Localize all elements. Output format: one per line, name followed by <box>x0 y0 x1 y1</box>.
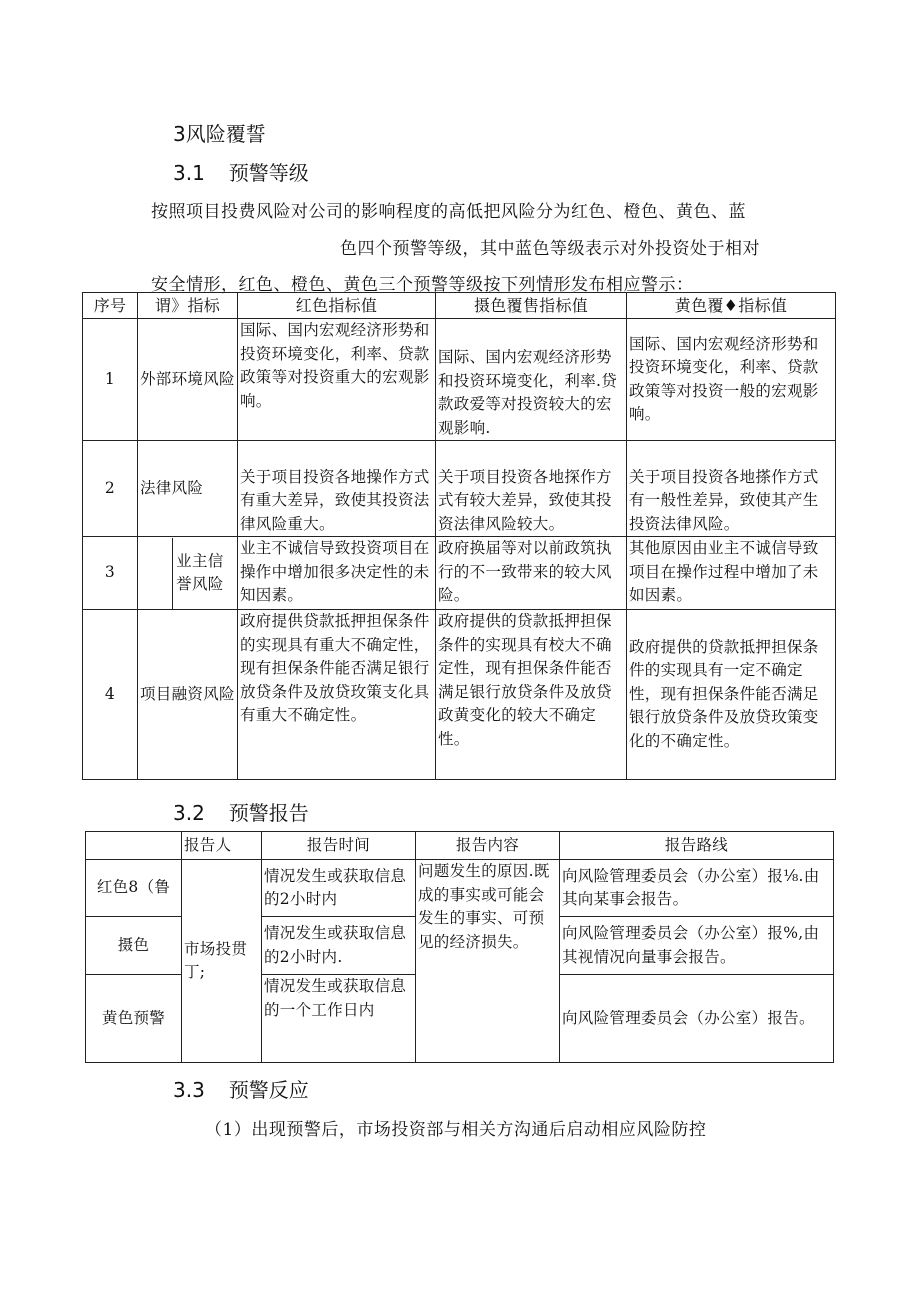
row-orange-value: 关于项目投资各地探作方式有较大差异，致使其投资法律风险较大。 <box>436 441 627 537</box>
subsection-title: 预警反应 <box>228 1078 309 1102</box>
row-no: 1 <box>83 319 138 441</box>
row-red-value: 国际、国内宏观经济形势和投资环境变化，利率、贷款政策等对投资重大的宏观影响。 <box>238 319 436 441</box>
row-red-value: 业主不诚信导致投资项目在操作中增加很多决定性的未知因素。 <box>238 537 436 610</box>
row-red-value: 政府提供贷款抵押担保条件的实现具有重大不确定性，现有担保条件能否满足银行放贷条件及放贷玫策支化具有重大不确定性。 <box>238 610 436 780</box>
subsection-number: 3.3 <box>173 1078 205 1102</box>
row-level: 黄色预警 <box>86 975 182 1063</box>
row-route: 向风险管理委员会（办公室）报⅛.由其向某事会报告。 <box>560 860 834 917</box>
warning-report-table <box>85 831 834 1063</box>
section-title: 3风险覆誓 <box>173 122 266 146</box>
row-indicator-label: 业主信誉风险 <box>172 538 235 609</box>
header-route: 报告路线 <box>560 832 834 860</box>
row-orange-value: 政府换届等对以前政筑执行的不一致带来的较大风险。 <box>436 537 627 610</box>
row-level: 摄色 <box>86 917 182 975</box>
row-no: 2 <box>83 441 138 537</box>
intro-line-1: 按照项目投费风险对公司的影响程度的高低把风险分为红色、橙色、黄色、蓝 <box>151 202 746 222</box>
row-yellow-value: 其他原因由业主不诚信导致项目在操作过程中增加了未如因素。 <box>627 537 836 610</box>
row-yellow-value: 国际、国内宏观经济形势和投资环境变化，利率、贷款政策等对投资一般的宏观影响。 <box>627 319 836 441</box>
header-empty <box>86 832 182 860</box>
header-time: 报告时间 <box>262 832 416 860</box>
row-orange-value: 国际、国内宏观经济形势和投资环境变化，利率.贷款政爱等对投资较大的宏观影响. <box>436 319 627 441</box>
header-no: 序号 <box>83 293 138 319</box>
table-row <box>83 537 836 610</box>
subsection-title: 预警报告 <box>228 801 309 825</box>
table-header-row <box>86 832 834 860</box>
table-row <box>86 860 834 917</box>
table-row <box>83 610 836 780</box>
subsection-title: 预警等级 <box>228 161 309 185</box>
subsection-3-1 <box>173 157 309 186</box>
header-red: 红色指标值 <box>238 293 436 319</box>
subsection-3-3 <box>173 1074 309 1103</box>
header-indicator: 谓》指标 <box>138 293 238 319</box>
row-no: 4 <box>83 610 138 780</box>
subsection-number: 3.1 <box>173 161 205 185</box>
row-no: 3 <box>83 537 138 610</box>
intro-line-2: 色四个预警等级，其中蓝色等级表示对外投资处于相对 <box>340 239 760 259</box>
subsection-3-2 <box>173 797 309 826</box>
row-indicator: 法律风险 <box>138 441 238 537</box>
content-cell: 问题发生的原因.既成的事实或可能会发生的事实、可预见的经济损失。 <box>416 860 560 1063</box>
table-row <box>83 441 836 537</box>
row-orange-value: 政府提供的贷款抵押担保条件的实现具有校大不确定性，现有担保条件能否满足银行放贷条件及放贷政黄变化的较大不确定性。 <box>436 610 627 780</box>
row-time: 情况发生或获取信息的一个工作日内 <box>262 975 416 1063</box>
row-indicator: 外部环境风险 <box>138 319 238 441</box>
warning-level-table <box>82 292 836 780</box>
table-header-row <box>83 293 836 319</box>
header-orange: 摄色覆售指标值 <box>436 293 627 319</box>
row-red-value: 关于项目投资各地操作方式有重大差异，致使其投资法律风险重大。 <box>238 441 436 537</box>
paragraph-1: （1）出现预警后，市场投资部与相关方沟通后启动相应风险防控 <box>205 1120 707 1140</box>
reporter-cell: 市场投贯丁; <box>182 860 262 1063</box>
subsection-number: 3.2 <box>173 801 205 825</box>
row-level: 红色8（鲁 <box>86 860 182 917</box>
table-row <box>83 319 836 441</box>
header-yellow: 黄色覆♦指标值 <box>627 293 836 319</box>
row-indicator <box>138 537 238 610</box>
row-time: 情况发生或获取信息的2小时内. <box>262 917 416 975</box>
row-yellow-value: 政府提供的贷款抵押担保条件的实现具有一定不确定性，现有担保条件能否满足银行放贷条件及放贷玫策变化的不确定性。 <box>627 610 836 780</box>
intro-line-3: 安全情形，红色、橙色、黄色三个预警等级按下列情形发布相应警示： <box>151 275 694 295</box>
row-time: 情况发生或获取信息的2小时内 <box>262 860 416 917</box>
row-indicator: 项目融资风险 <box>138 610 238 780</box>
row-route: 向风险管理委员会（办公室）报%,由其视情况向量事会报告。 <box>560 917 834 975</box>
row-yellow-value: 关于项目投资各地搽作方式有一般性差异，致使其产生投资法律风险。 <box>627 441 836 537</box>
row-route: 向风险管理委员会（办公室）报告。 <box>560 975 834 1063</box>
header-content: 报告内容 <box>416 832 560 860</box>
header-reporter: 报告人 <box>182 832 262 860</box>
